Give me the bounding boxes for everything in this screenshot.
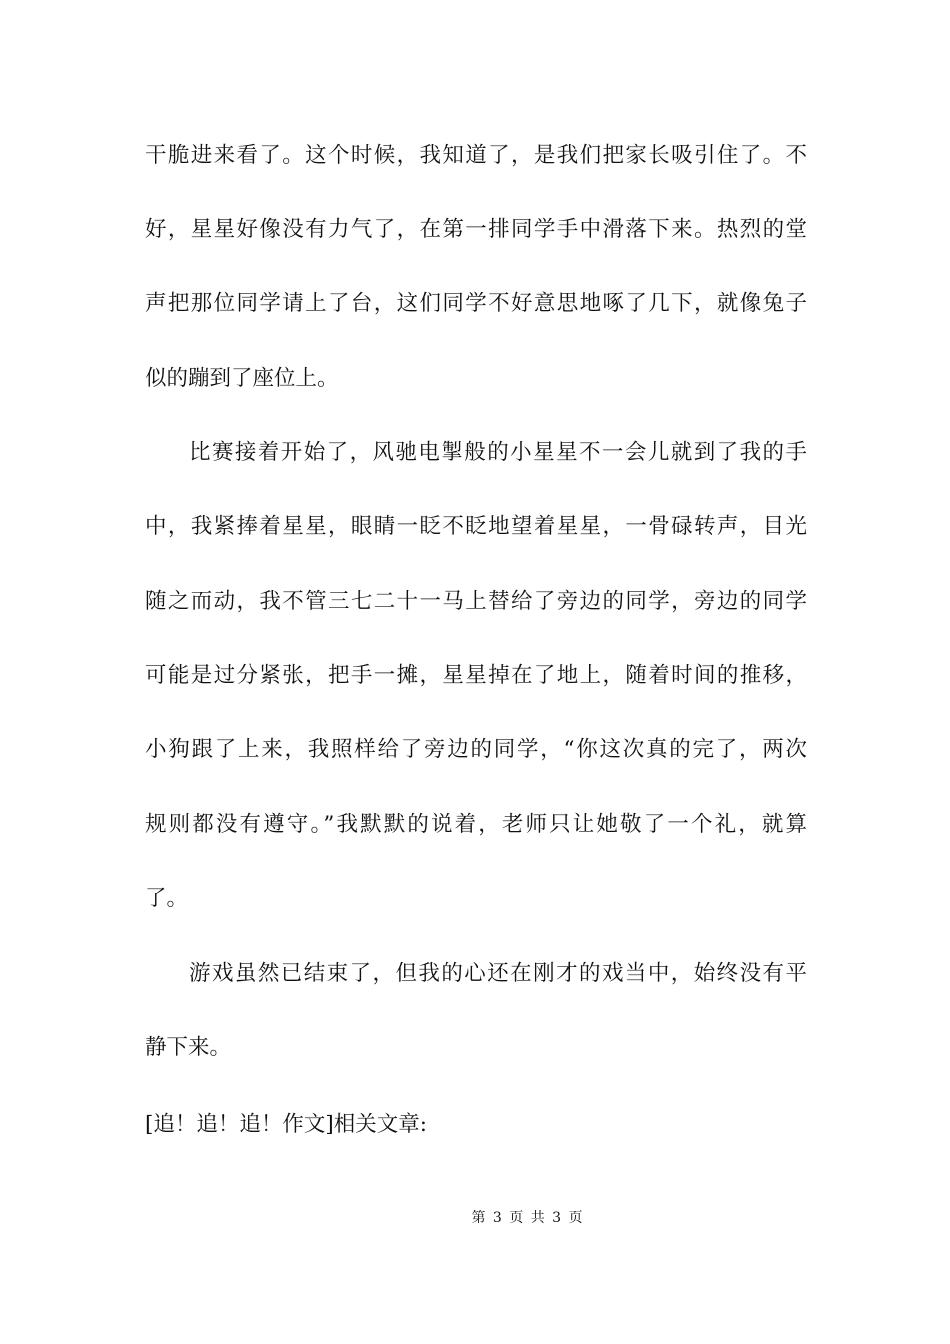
paragraph-2-line-2: 中，我紧捧着星星，眼睛一眨不眨地望着星星，一骨碌转声，目光: [145, 514, 807, 539]
paragraph-2-line-5: 小狗跟了上来，我照样给了旁边的同学，“你这次真的完了，两次: [145, 737, 807, 762]
paragraph-2-line-4: 可能是过分紧张，把手一摊，星星掉在了地上，随着时间的推移，: [145, 663, 807, 688]
paragraph-2-line-1: 比赛接着开始了，风驰电掣般的小星星不一会儿就到了我的手: [189, 440, 807, 465]
paragraph-2-line-6: 规则都没有遵守。”我默默的说着，老师只让她敬了一个礼，就算: [145, 812, 807, 837]
related-articles-heading: [追！追！追！作文]相关文章:: [145, 1112, 428, 1137]
paragraph-1-line-2: 好，星星好像没有力气了，在第一排同学手中滑落下来。热烈的堂: [145, 217, 807, 242]
page-number-footer: 第 3 页 共 3 页: [471, 1210, 583, 1226]
paragraph-3-line-2: 静下来。: [145, 1035, 232, 1060]
paragraph-2-line-3: 随之而动，我不管三七二十一马上替给了旁边的同学，旁边的同学: [145, 589, 807, 614]
paragraph-1-line-3: 声把那位同学请上了台，这们同学不好意思地啄了几下，就像兔子: [145, 291, 807, 316]
paragraph-1-line-1: 干脆进来看了。这个时候，我知道了，是我们把家长吸引住了。不: [145, 143, 807, 168]
paragraph-1-line-4: 似的蹦到了座位上。: [145, 366, 339, 391]
paragraph-2-line-7: 了。: [145, 886, 189, 911]
paragraph-3-line-1: 游戏虽然已结束了，但我的心还在刚才的戏当中，始终没有平: [189, 961, 807, 986]
